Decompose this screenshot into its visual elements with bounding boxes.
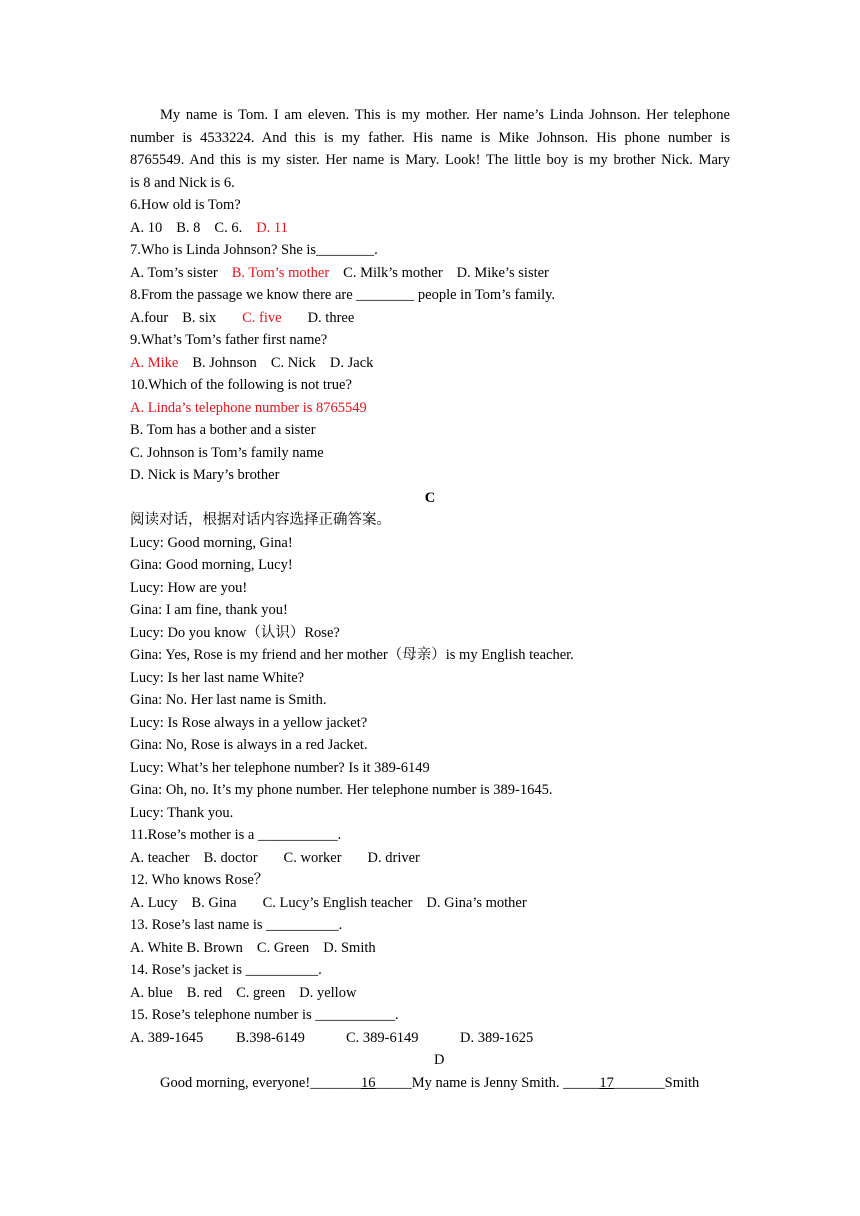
passage-line: is 8 and Nick is 6. [130, 174, 235, 191]
option-d-answer: D. 11 [256, 219, 288, 236]
question-10: 10.Which of the following is not true? [130, 377, 352, 393]
option-b: B. red [186, 984, 223, 1001]
option-d: D. three [307, 309, 355, 326]
option-b: B.398-6149 [236, 1029, 305, 1046]
dialogue-line: Gina: No, Rose is always in a red Jacket. [130, 737, 368, 753]
option-c: C. 389-6149 [346, 1029, 419, 1046]
option-c: C. green [236, 984, 286, 1001]
option-a: A.four [130, 309, 169, 326]
section-d-heading: D [434, 1052, 445, 1068]
dialogue-line: Gina: Yes, Rose is my friend and her mother（母亲）is my English teacher. [130, 647, 574, 663]
blank-17: 17 [599, 1074, 614, 1091]
section-c-heading: C [424, 489, 436, 506]
cloze-text: _______Smith [613, 1074, 700, 1091]
dialogue-line: Gina: I am fine, thank you! [130, 602, 288, 618]
option-c: C. Nick [270, 354, 316, 371]
options-14 [130, 982, 730, 1005]
passage-b [130, 104, 730, 194]
question-15: 15. Rose’s telephone number is ___________. [130, 1007, 399, 1023]
blank-16: 16 [360, 1074, 376, 1091]
options-12 [130, 892, 730, 915]
options-15 [130, 1027, 730, 1050]
option-d: D. Gina’s mother [426, 894, 527, 911]
dialogue-line: Lucy: Thank you. [130, 804, 234, 821]
option-d: D. Smith [323, 939, 376, 956]
question-12: 12. Who knows Rose？ [130, 872, 269, 888]
option-a: A. blue [130, 984, 173, 1001]
dialogue-line: Lucy: Is Rose always in a yellow jacket? [130, 714, 368, 731]
option-a: A. teacher [130, 849, 190, 866]
option-c: C. Green [256, 939, 310, 956]
option-d: D. Jack [329, 354, 374, 371]
option-a-answer: A. Linda’s telephone number is 8765549 [130, 399, 367, 416]
option-c: C. Lucy’s English teacher [262, 894, 413, 911]
option-d: D. driver [367, 849, 420, 866]
options-7 [130, 262, 730, 285]
options-13 [130, 937, 730, 960]
option-a: A. 10 [130, 219, 163, 236]
dialogue-line: Lucy: Do you know（认识）Rose? [130, 624, 340, 641]
dialogue-line: Lucy: What’s her telephone number? Is it 389-6149 [130, 759, 430, 776]
dialogue-line: Lucy: Good morning, Gina! [130, 534, 293, 551]
dialogue-line: Gina: Oh, no. It’s my phone number. Her telephone number is 389-1645. [130, 782, 553, 798]
dialogue-line: Gina: No. Her last name is Smith. [130, 692, 327, 708]
option-b: B. Johnson [192, 354, 257, 371]
option-b: B. 8 [176, 219, 201, 236]
option-b: B. Gina [191, 894, 237, 911]
option-a-b: A. White B. Brown [130, 939, 243, 956]
cloze-text: _____My name is Jenny Smith. _____ [375, 1074, 600, 1091]
option-c: C. worker [283, 849, 342, 866]
option-b: B. Tom has a bother and a sister [130, 422, 316, 438]
options-11 [130, 847, 730, 870]
passage-line: 8765549. And this is my sister. Her name is Mary. Look! The little boy is my brother Nick. Mary [130, 152, 730, 168]
option-a: A. Lucy [130, 894, 178, 911]
passage-line: number is 4533224. And this is my father. His name is Mike Johnson. His phone number is [130, 129, 730, 146]
option-a: A. 389-1645 [130, 1029, 204, 1046]
option-d: D. Mike’s sister [456, 264, 549, 281]
options-9 [130, 352, 730, 375]
option-a: A. Tom’s sister [130, 264, 218, 281]
options-6 [130, 217, 730, 240]
option-b: B. doctor [203, 849, 258, 866]
cloze-text: Good morning, everyone!_______ [160, 1074, 361, 1091]
question-8: 8.From the passage we know there are ________ people in Tom’s family. [130, 287, 556, 303]
dialogue-line: Lucy: Is her last name White? [130, 669, 305, 686]
option-c: C. 6. [214, 219, 243, 236]
document-page [130, 104, 730, 1094]
passage-line: My name is Tom. I am eleven. This is my mother. Her name’s Linda Johnson. Her telephone [160, 107, 730, 123]
dialogue [130, 532, 730, 825]
dialogue-line: Lucy: How are you! [130, 579, 248, 596]
option-b: B. six [182, 309, 217, 326]
option-d: D. Nick is Mary’s brother [130, 467, 280, 483]
question-6: 6.How old is Tom? [130, 197, 241, 213]
option-b-answer: B. Tom’s mother [231, 264, 330, 281]
question-11: 11.Rose’s mother is a ___________. [130, 827, 342, 843]
option-c: C. Johnson is Tom’s family name [130, 444, 324, 461]
option-c: C. Milk’s mother [343, 264, 443, 281]
dialogue-line: Gina: Good morning, Lucy! [130, 557, 293, 573]
options-8 [130, 307, 730, 330]
question-14: 14. Rose’s jacket is __________. [130, 962, 322, 978]
option-d: D. yellow [299, 984, 357, 1001]
section-d-line [130, 1072, 730, 1095]
question-7: 7.Who is Linda Johnson? She is________. [130, 242, 378, 258]
question-13: 13. Rose’s last name is __________. [130, 917, 343, 933]
section-c-instruction: 阅读对话，根据对话内容选择正确答案。 [130, 512, 391, 528]
option-d: D. 389-1625 [460, 1029, 534, 1046]
option-a-answer: A. Mike [130, 354, 179, 371]
option-c-answer: C. five [242, 309, 282, 326]
question-9: 9.What’s Tom’s father first name? [130, 332, 328, 348]
